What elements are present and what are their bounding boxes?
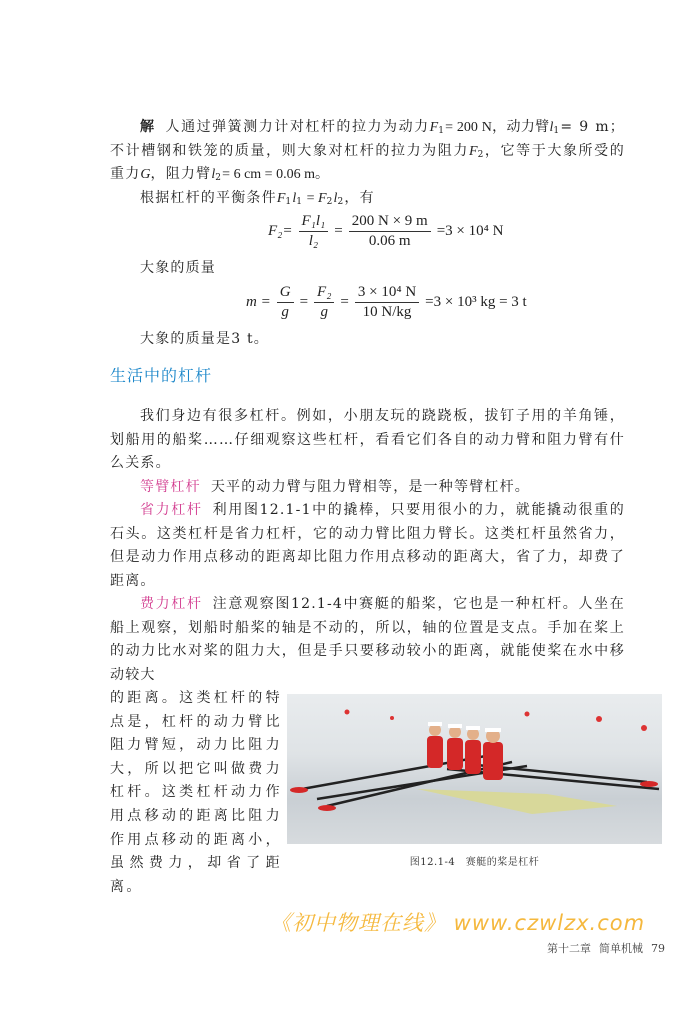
balance-condition: 根据杠杆的平衡条件$F_1l_1 = F_2l_2$，有 <box>140 189 375 207</box>
formula-lhs: m = <box>246 293 271 310</box>
text: = 6 cm = 0.06 m。 <box>222 167 329 182</box>
formula-result: =3 × 10⁴ N <box>436 223 504 239</box>
text: 天平的动力臂与阻力臂相等，是一种等臂杠杆。 <box>210 478 531 495</box>
mass-conclusion: 大象的质量是3 t。 <box>140 330 269 347</box>
text: 注意观察图12.1-4中赛艇的船桨，它也是一种杠杆。人坐在船上观察，划船时船桨的轴是不动的，所以，轴的位置是支点。手加在桨上的动力比水对桨的阻力大，但是手只要移动较小的距离，就能使桨在水中移动较大 <box>110 596 625 683</box>
text: 根据杠杆的平衡条件 <box>140 189 277 206</box>
numerator: F₁l₁ <box>299 212 329 232</box>
denominator: g <box>320 303 328 320</box>
force-costing-paragraph <box>110 593 625 687</box>
section-heading: 生活中的杠杆 <box>110 366 213 385</box>
numerator: 200 N × 9 m <box>349 212 431 232</box>
text: ，它等于大象所受的重力 <box>110 142 625 182</box>
denominator: g <box>281 303 289 320</box>
numerator: F₂ <box>314 283 334 303</box>
denominator: 0.06 m <box>368 233 411 249</box>
text: = 200 N，动力臂 <box>445 120 550 135</box>
term-equal-arm: 等臂杠杆 <box>140 478 201 495</box>
formula-force: F₂= $\frac{\text{F₁l₁}}{\text{l₂}}$ = $\frac{200 N \times 9 m}{0.06 m}$ =3 × 10⁴ N <box>268 213 504 249</box>
mass-label: 大象的质量 <box>140 260 216 276</box>
formula-lhs: F₂= <box>268 223 293 239</box>
watermark: 《初中物理在线》 www.czwlzx.com <box>270 911 646 936</box>
force-saving-paragraph <box>110 499 625 593</box>
text: = 9 m；不计槽钢和铁笼的质量，则大象对杠杆的拉力为阻力 <box>110 119 626 159</box>
formula-mass: m = $\frac{G}{g}$ = $\frac{\text{F₂}}{g}$ = $\frac{\text{3 × 10⁴ N}}{10 N/kg}$ =3 × 10³ kg = 3 t <box>246 283 527 320</box>
page-number: 79 <box>651 942 665 956</box>
footer-chapter: 第十二章 <box>547 942 591 956</box>
term-force-costing: 费力杠杆 <box>140 596 203 612</box>
text: 人通过弹簧测力计对杠杆的拉力为动力 <box>165 119 430 135</box>
figure <box>287 694 662 899</box>
page-content <box>110 116 665 957</box>
force-costing-wrap-text: 的距离。这类杠杆的特点是，杠杆的动力臂比阻力臂短，动力比阻力大，所以把它叫做费力杠杆。这类杠杆动力作用点移动的距离比阻力作用点移动的距离小，虽然费力，却省了距离。 <box>110 690 282 895</box>
figure-row <box>110 687 665 899</box>
text: ，阻力臂 <box>150 166 212 182</box>
page-footer <box>110 941 665 957</box>
intro-paragraph: 我们身边有很多杠杆。例如，小朋友玩的跷跷板，拔钉子用的羊角锤，划船用的船桨……仔细观察这些杠杆，看看它们各自的动力臂和阻力臂有什么关系。 <box>110 408 625 471</box>
denominator: 10 N/kg <box>362 303 412 320</box>
text: 利用图12.1-1中的撬棒，只要用很小的力，就能撬动很重的石头。这类杠杆是省力杠杆，它的动力臂比阻力臂长。这类杠杆虽然省力，但是动力作用点移动的距离却比阻力作用点移动的距离大，省了力，却费了距离。 <box>110 502 625 589</box>
solution-label: 解 <box>140 119 156 135</box>
equal-arm-paragraph <box>110 476 625 500</box>
solution-paragraph: 解 人通过弹簧测力计对杠杆的拉力为动力$F_1= 200$ N，动力臂$l_1= 9$ m；不计槽钢和铁笼的质量，则大象对杠杆的拉力为阻力$F_2$，它等于大象所受的重力G，阻力臂$l_2= 6$ cm = 0.06 m。 <box>110 119 626 183</box>
numerator: G <box>277 283 294 303</box>
denominator: l₂ <box>308 233 319 249</box>
text: ，有 <box>344 189 375 206</box>
numerator: 3 × 10⁴ N <box>355 283 419 303</box>
formula-result: =3 × 10³ kg = 3 t <box>425 293 527 310</box>
footer-title: 简单机械 <box>599 942 643 956</box>
rowing-photo <box>287 694 662 844</box>
term-force-saving: 省力杠杆 <box>140 502 203 518</box>
figure-caption: 图12.1-4 赛艇的桨是杠杆 <box>409 857 540 868</box>
